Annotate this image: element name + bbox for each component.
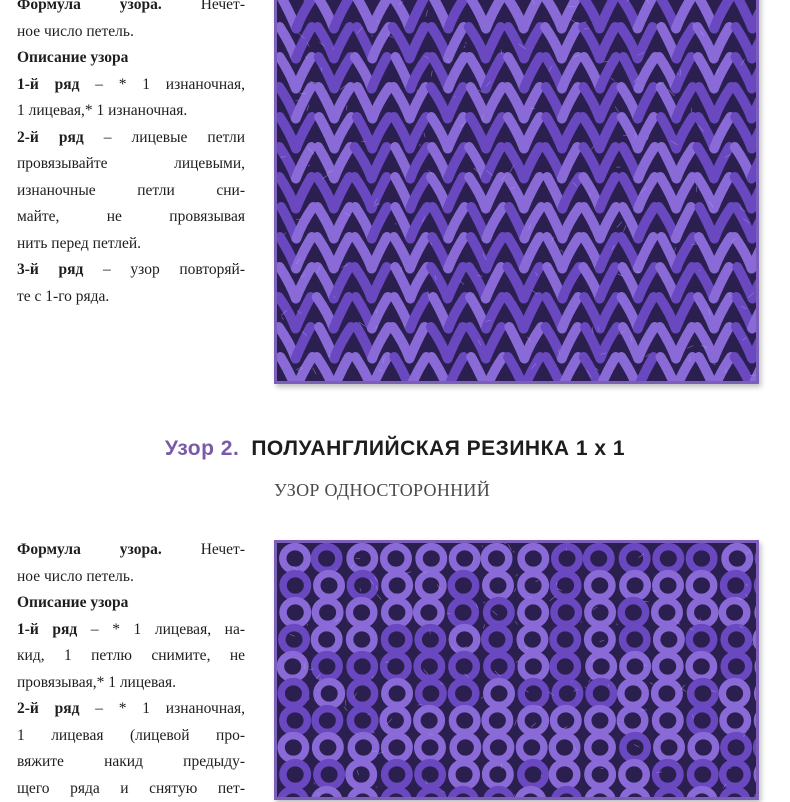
row-2: 2-й ряд – лицевые петли xyxy=(17,125,245,152)
pattern-name: ПОЛУАНГЛИЙСКАЯ РЕЗИНКА 1 x 1 xyxy=(251,437,625,460)
row-2: 2-й ряд – * 1 изнаночная, xyxy=(17,696,245,723)
description-heading: Описание узора xyxy=(17,590,245,617)
pattern2-description: Формула узора. Нечет- ное число петель. Описание узора 1-й ряд – * 1 лицевая, на- кид, 1 петлю снимите, не провязывая,* 1 лицевая. 2-й ряд – * 1 изнаночная, 1 лицевая (лицевой про- вяжите накид предыду- щего ряда и снятую пет- xyxy=(17,537,245,802)
row-1: 1-й ряд – * 1 лицевая, на- xyxy=(17,617,245,644)
formula-line: Формула узора. Нечет- xyxy=(17,537,245,564)
formula-line: Формула узора. Нечет- xyxy=(17,0,245,19)
pattern-number: Узор 2. xyxy=(165,437,239,460)
knit-swatch-photo-2 xyxy=(274,540,759,800)
pattern1-description: Формула узора. Нечет- ное число петель. Описание узора 1-й ряд – * 1 изнаночная, 1 лицевая,* 1 изнаночная. 2-й ряд – лицевые петли провязывайте лицевыми, изнаночные петли сни- майте, не провязывая нить перед петлей. 3-й ряд – узор повторяй- те с 1-го ряда. xyxy=(17,0,245,310)
knit-swatch-photo-1 xyxy=(274,0,759,384)
knit-texture-2 xyxy=(277,543,756,797)
description-heading: Описание узора xyxy=(17,45,245,72)
formula-label: Формула узора. xyxy=(17,541,162,558)
pattern-2-title xyxy=(0,437,790,461)
pattern-subtitle: УЗОР ОДНОСТОРОННИЙ xyxy=(274,480,574,501)
row-3: 3-й ряд – узор повторяй- xyxy=(17,257,245,284)
formula-label: Формула узора. xyxy=(17,0,162,13)
knit-texture-1 xyxy=(277,0,756,381)
row-1: 1-й ряд – * 1 изнаночная, xyxy=(17,72,245,99)
